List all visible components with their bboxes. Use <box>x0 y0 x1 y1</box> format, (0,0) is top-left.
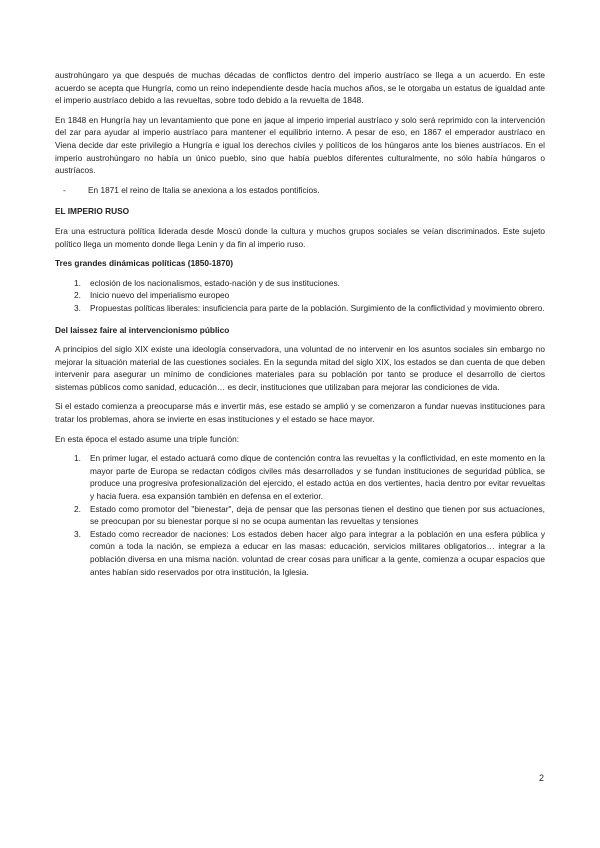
list-number: 1. <box>74 277 81 288</box>
list-item-text: Propuestas políticas liberales: insuficiencia para parte de la población. Surgimiento de la conflictividad y movimiento obrero. <box>90 302 545 313</box>
bullet-list <box>55 184 545 197</box>
list-item-text: En primer lugar, el estado actuará como dique de contención contra las revueltas y la conflictividad, en este momento en la mayor parte de Europa se redactan códigos civiles más desarrollados y se fundan instituciones de seguridad pública, se produce una progresiva profesionalización del ejercido, el estado actúa en dos vertientes, hacia dentro por evitar revueltas y hacia fuera. esa expansión también en defensa en el exterior. <box>90 453 545 502</box>
page-number: 2 <box>538 773 544 783</box>
list-item <box>55 452 545 502</box>
dash-marker: - <box>63 184 66 195</box>
list-item <box>55 302 545 315</box>
paragraph-hungria-1848: En 1848 en Hungría hay un levantamiento que pone en jaque al imperio imperial austríaco y solo será reprimido con la intervención del zar para ayudar al imperio austríaco para mantener el equilibrio interno. A pesar de eso, en 1867 el emperador austríaco en Viena decide dar este privilegio a Hungría e igual los derechos civiles y políticos de los húngaros ante los bienes austríacos. En el imperio austrohúngaro no había un único pueblo, sino que había pueblos diferentes culturalmente, no sólo había húngaros o austríacos. <box>55 114 545 176</box>
paragraph-siglo-xix: A principios del siglo XIX existe una ideología conservadora, una voluntad de no intervenir en los asuntos sociales sin embargo no mejorar la situación material de las cuestiones sociales. En la segunda mitad del siglo XIX, los estados se dan cuenta de que deben intervenir para asegurar un mínimo de condiciones materiales para su población por tanto se produce el desarrollo de ciertos sistemas públicos como sanidad, educación… es decir, instituciones que utilizaban para mejorar las condiciones de vida. <box>55 344 545 392</box>
list-item <box>55 184 545 197</box>
list-item-text: Estado como recreador de naciones: Los estados deben hacer algo para integrar a la población en una esfera pública y común a toda la nación, se empieza a educar en las masas: educación, servicios militares obligatorios… integrar a la población diversa en una misma nación. voluntad de crear cosas para unificar a la gente, comienza a ocupar espacios que antes habían sido reservados por otra institución, la Iglesia. <box>90 528 545 577</box>
list-number: 3. <box>74 302 81 313</box>
list-item <box>55 528 545 578</box>
list-number: 1. <box>74 453 81 464</box>
heading-dinamicas-politicas: Tres grandes dinámicas políticas (1850-1870) <box>55 258 234 269</box>
list-item <box>55 277 545 290</box>
heading-imperio-ruso: EL IMPERIO RUSO <box>55 206 130 217</box>
numbered-list-funciones <box>55 452 545 578</box>
list-item-text: En 1871 el reino de Italia se anexiona a los estados pontificios. <box>88 184 320 195</box>
paragraph-triple-funcion: En esta época el estado asume una triple función: <box>55 433 240 444</box>
list-item <box>55 503 545 528</box>
list-number: 2. <box>74 503 81 514</box>
list-item-text: Estado como promotor del "bienestar", deja de pensar que las personas tienen el destino que tienen por sus actuaciones, se preocupan por su bienestar porque si no se ocupa aumentan las revueltas y tensiones <box>90 503 545 527</box>
list-number: 2. <box>74 290 81 301</box>
numbered-list-dinamicas <box>55 277 545 315</box>
document-page <box>55 69 545 587</box>
paragraph-imperio-ruso: Era una estructura política liderada desde Moscú donde la cultura y muchos grupos sociales se veían discriminados. Este sujeto político llega un momento donde llega Lenin y da fin al imperio ruso. <box>55 225 545 249</box>
list-item-text: Inicio nuevo del imperialismo europeo <box>90 290 230 301</box>
heading-laissez-faire: Del laissez faire al intervencionismo público <box>55 324 230 335</box>
paragraph-estado-amplio: Si el estado comienza a preocuparse más e invertir más, ese estado se amplió y se comenzaron a fundar nuevas instituciones para tratar los problemas, ahora se invierte en esas instituciones y el estado se hace mayor. <box>55 401 545 425</box>
paragraph-austrohungaro: austrohúngaro ya que después de muchas décadas de conflictos dentro del imperio austríaco se llega a un acuerdo. En este acuerdo se acepta que Hungría, como un reino independiente desde hacía muchos años, se le otorgaba un estatus de igualdad ante el imperio austríaco debido a las revueltas, sobre todo debido a la revuelta de 1848. <box>55 70 545 106</box>
list-number: 3. <box>74 528 81 539</box>
list-item <box>55 289 545 302</box>
list-item-text: eclosión de los nacionalismos, estado-nación y de sus instituciones. <box>90 277 340 288</box>
